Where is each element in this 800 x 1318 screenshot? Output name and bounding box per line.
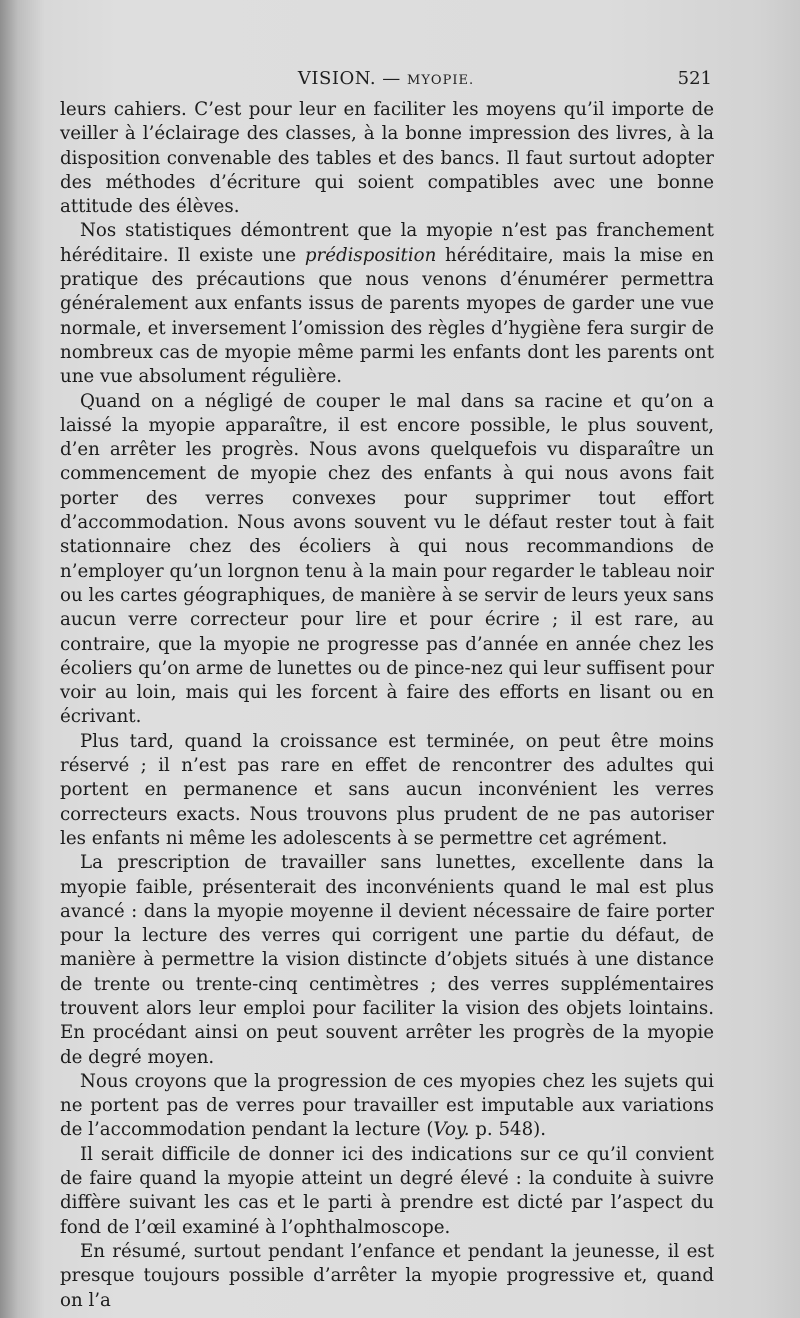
running-title-separator: — <box>382 68 401 89</box>
running-title-main: VISION. <box>297 68 377 89</box>
paragraph-2-emphasis: prédisposition <box>304 244 437 266</box>
running-title <box>60 68 712 89</box>
running-title-sub: MYOPIE. <box>407 73 475 88</box>
paragraph-1: leurs cahiers. C’est pour leur en faciliter les moyens qu’il importe de veiller à l’éclairage des classes, à la bonne impression des livres, à la disposition convenable des tables et des bancs. Il faut surtout adopter des méthodes d’écriture qui soient compatibles avec une bonne attitude des élèves. <box>60 99 714 218</box>
paragraph-2 <box>60 219 714 389</box>
body-text <box>60 98 714 1313</box>
page-header <box>60 68 712 94</box>
paragraph-8: En résumé, surtout pendant l’enfance et pendant la jeunesse, il est presque toujours possible d’arrêter la myopie progressive et, quand on l’a <box>60 1240 714 1311</box>
paragraph-2-after: héréditaire, mais la mise en pratique des précautions que nous venons d’énumérer permettra généralement aux enfants issus de parents myopes de garder une vue normale, et inversement l’omission des règles d’hygiène fera surgir de nombreux cas de myopie même parmi les enfants dont les parents ont une vue absolument régulière. <box>60 244 714 388</box>
paragraph-7: Il serait difficile de donner ici des indications sur ce qu’il convient de faire quand la myopie atteint un degré élevé : la conduite à suivre diffère suivant les cas et le parti à prendre est dicté par l’aspect du fond de l’œil examiné à l’ophthalmoscope. <box>60 1143 714 1238</box>
page-number: 521 <box>677 68 712 89</box>
paragraph-2-before: Nos statistiques démontrent que la myopie n’est pas franchement héréditaire. Il existe une <box>60 220 714 266</box>
paragraph-5: La prescription de travailler sans lunettes, excellente dans la myopie faible, présenterait des inconvénients quand le mal est plus avancé : dans la myopie moyenne il devient nécessaire de faire porter pour la lecture des verres qui corrigent une partie du défaut, de manière à permettre la vision distincte d’objets situés à une distance de trente ou trente-cinq centimètres ; des verres supplémentaires trouvent alors leur emploi pour faciliter la vision des objets lointains. En procédant ainsi on peut souvent arrêter les progrès de la myopie de degré moyen. <box>60 852 714 1068</box>
paragraph-6 <box>60 1070 714 1143</box>
paragraph-3: Quand on a négligé de couper le mal dans sa racine et qu’on a laissé la myopie apparaître, il est encore possible, le plus souvent, d’en arrêter les progrès. Nous avons quelquefois vu disparaître un commencement de myopie chez des enfants à qui nous avons fait porter des verres convexes pour supprimer tout effort d’accommodation. Nous avons souvent vu le défaut rester tout à fait stationnaire chez des écoliers à qui nous recommandions de n’employer qu’un lorgnon tenu à la main pour regarder le tableau noir ou les cartes géographiques, de manière à se servir de leurs yeux sans aucun verre correcteur pour lire et pour écrire ; il est rare, au contraire, que la myopie ne progresse pas d’année en année chez les écoliers qu’on arme de lunettes ou de pince-nez qui leur suffisent pour voir au loin, mais qui les forcent à faire des efforts en lisant ou en écrivant. <box>60 390 714 728</box>
paragraph-6-before: Nous croyons que la progression de ces myopies chez les sujets qui ne portent pas de verres pour travailler est imputable aux variations de l’accommodation pendant la lecture ( <box>60 1070 714 1141</box>
paragraph-6-emphasis: Voy. <box>433 1119 470 1141</box>
paragraph-6-after: p. 548). <box>469 1119 547 1141</box>
paragraph-4: Plus tard, quand la croissance est terminée, on peut être moins réservé ; il n’est pas rare en effet de rencontrer des adultes qui portent en permanence et sans aucun inconvénient les verres correcteurs exacts. Nous trouvons plus prudent de ne pas autoriser les enfants ni même les adolescents à se permettre cet agrément. <box>60 730 714 849</box>
